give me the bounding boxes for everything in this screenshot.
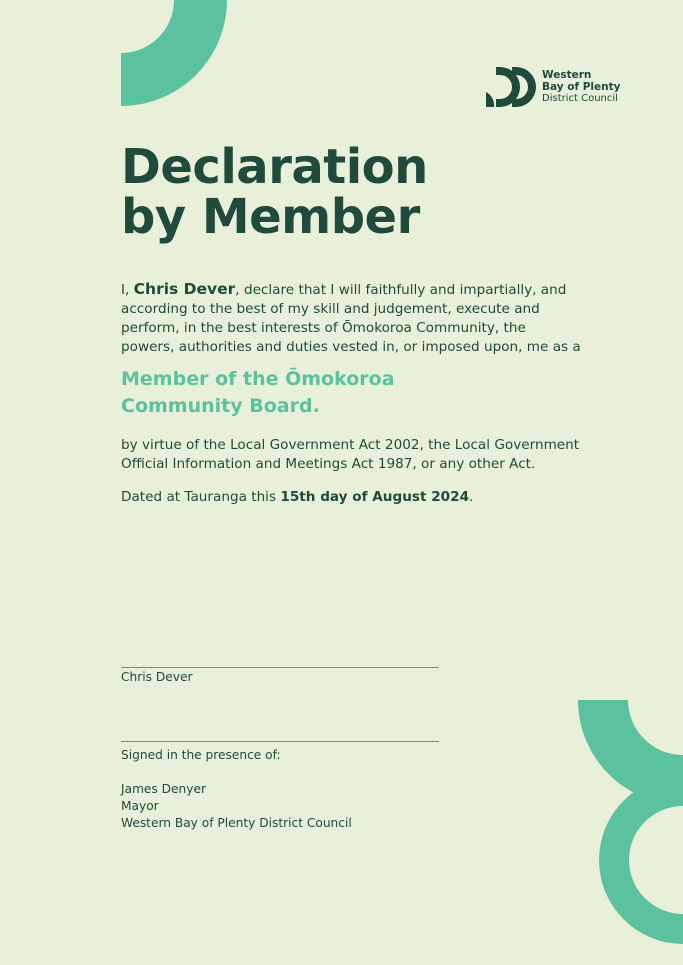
witness-signature-line xyxy=(121,741,439,742)
page-title xyxy=(121,139,428,245)
top-left-arc-decoration xyxy=(121,0,228,107)
virtue-paragraph: by virtue of the Local Government Act 2002, the Local Government Official Information and Meetings Act 1987, or any other Act. xyxy=(121,437,580,472)
witness-label: Signed in the presence of: xyxy=(121,748,281,762)
title-line-2: by Member xyxy=(121,189,420,245)
logo-line-3: District Council xyxy=(542,93,618,104)
member-name: Chris Dever xyxy=(133,280,236,298)
role-line-2: Community Board. xyxy=(121,395,320,417)
council-logo xyxy=(486,66,620,108)
bottom-right-arc-decoration xyxy=(578,700,683,965)
declaration-paragraph xyxy=(121,280,581,357)
logo-line-2: Bay of Plenty xyxy=(542,81,621,93)
member-signature-name: Chris Dever xyxy=(121,670,193,684)
logo-line-1: Western xyxy=(542,69,592,81)
declaration-prefix: I, xyxy=(121,282,134,298)
title-line-1: Declaration xyxy=(121,139,428,195)
witness-title: Mayor xyxy=(121,799,159,813)
dated-date: 15th day of August 2024 xyxy=(280,489,470,505)
wbop-double-d-logo-icon xyxy=(486,66,536,108)
role-line-1: Member of the Ōmokoroa xyxy=(121,368,395,390)
witness-block xyxy=(121,781,352,832)
declaration-text: , declare that I will faithfully and impartially, and according to the best of my skill and judgement, execute and perform, in the best interests of Ōmokoroa Community, the powers, authorities and duties vested in, or imposed upon, me as a xyxy=(121,282,581,355)
logo-text xyxy=(542,69,620,105)
dated-prefix: Dated at Tauranga this xyxy=(121,489,281,505)
dated-line xyxy=(121,488,581,507)
role-heading xyxy=(121,366,521,420)
dated-suffix: . xyxy=(469,489,474,505)
witness-org: Western Bay of Plenty District Council xyxy=(121,816,352,830)
witness-name: James Denyer xyxy=(121,782,206,796)
member-signature-line xyxy=(121,667,439,668)
